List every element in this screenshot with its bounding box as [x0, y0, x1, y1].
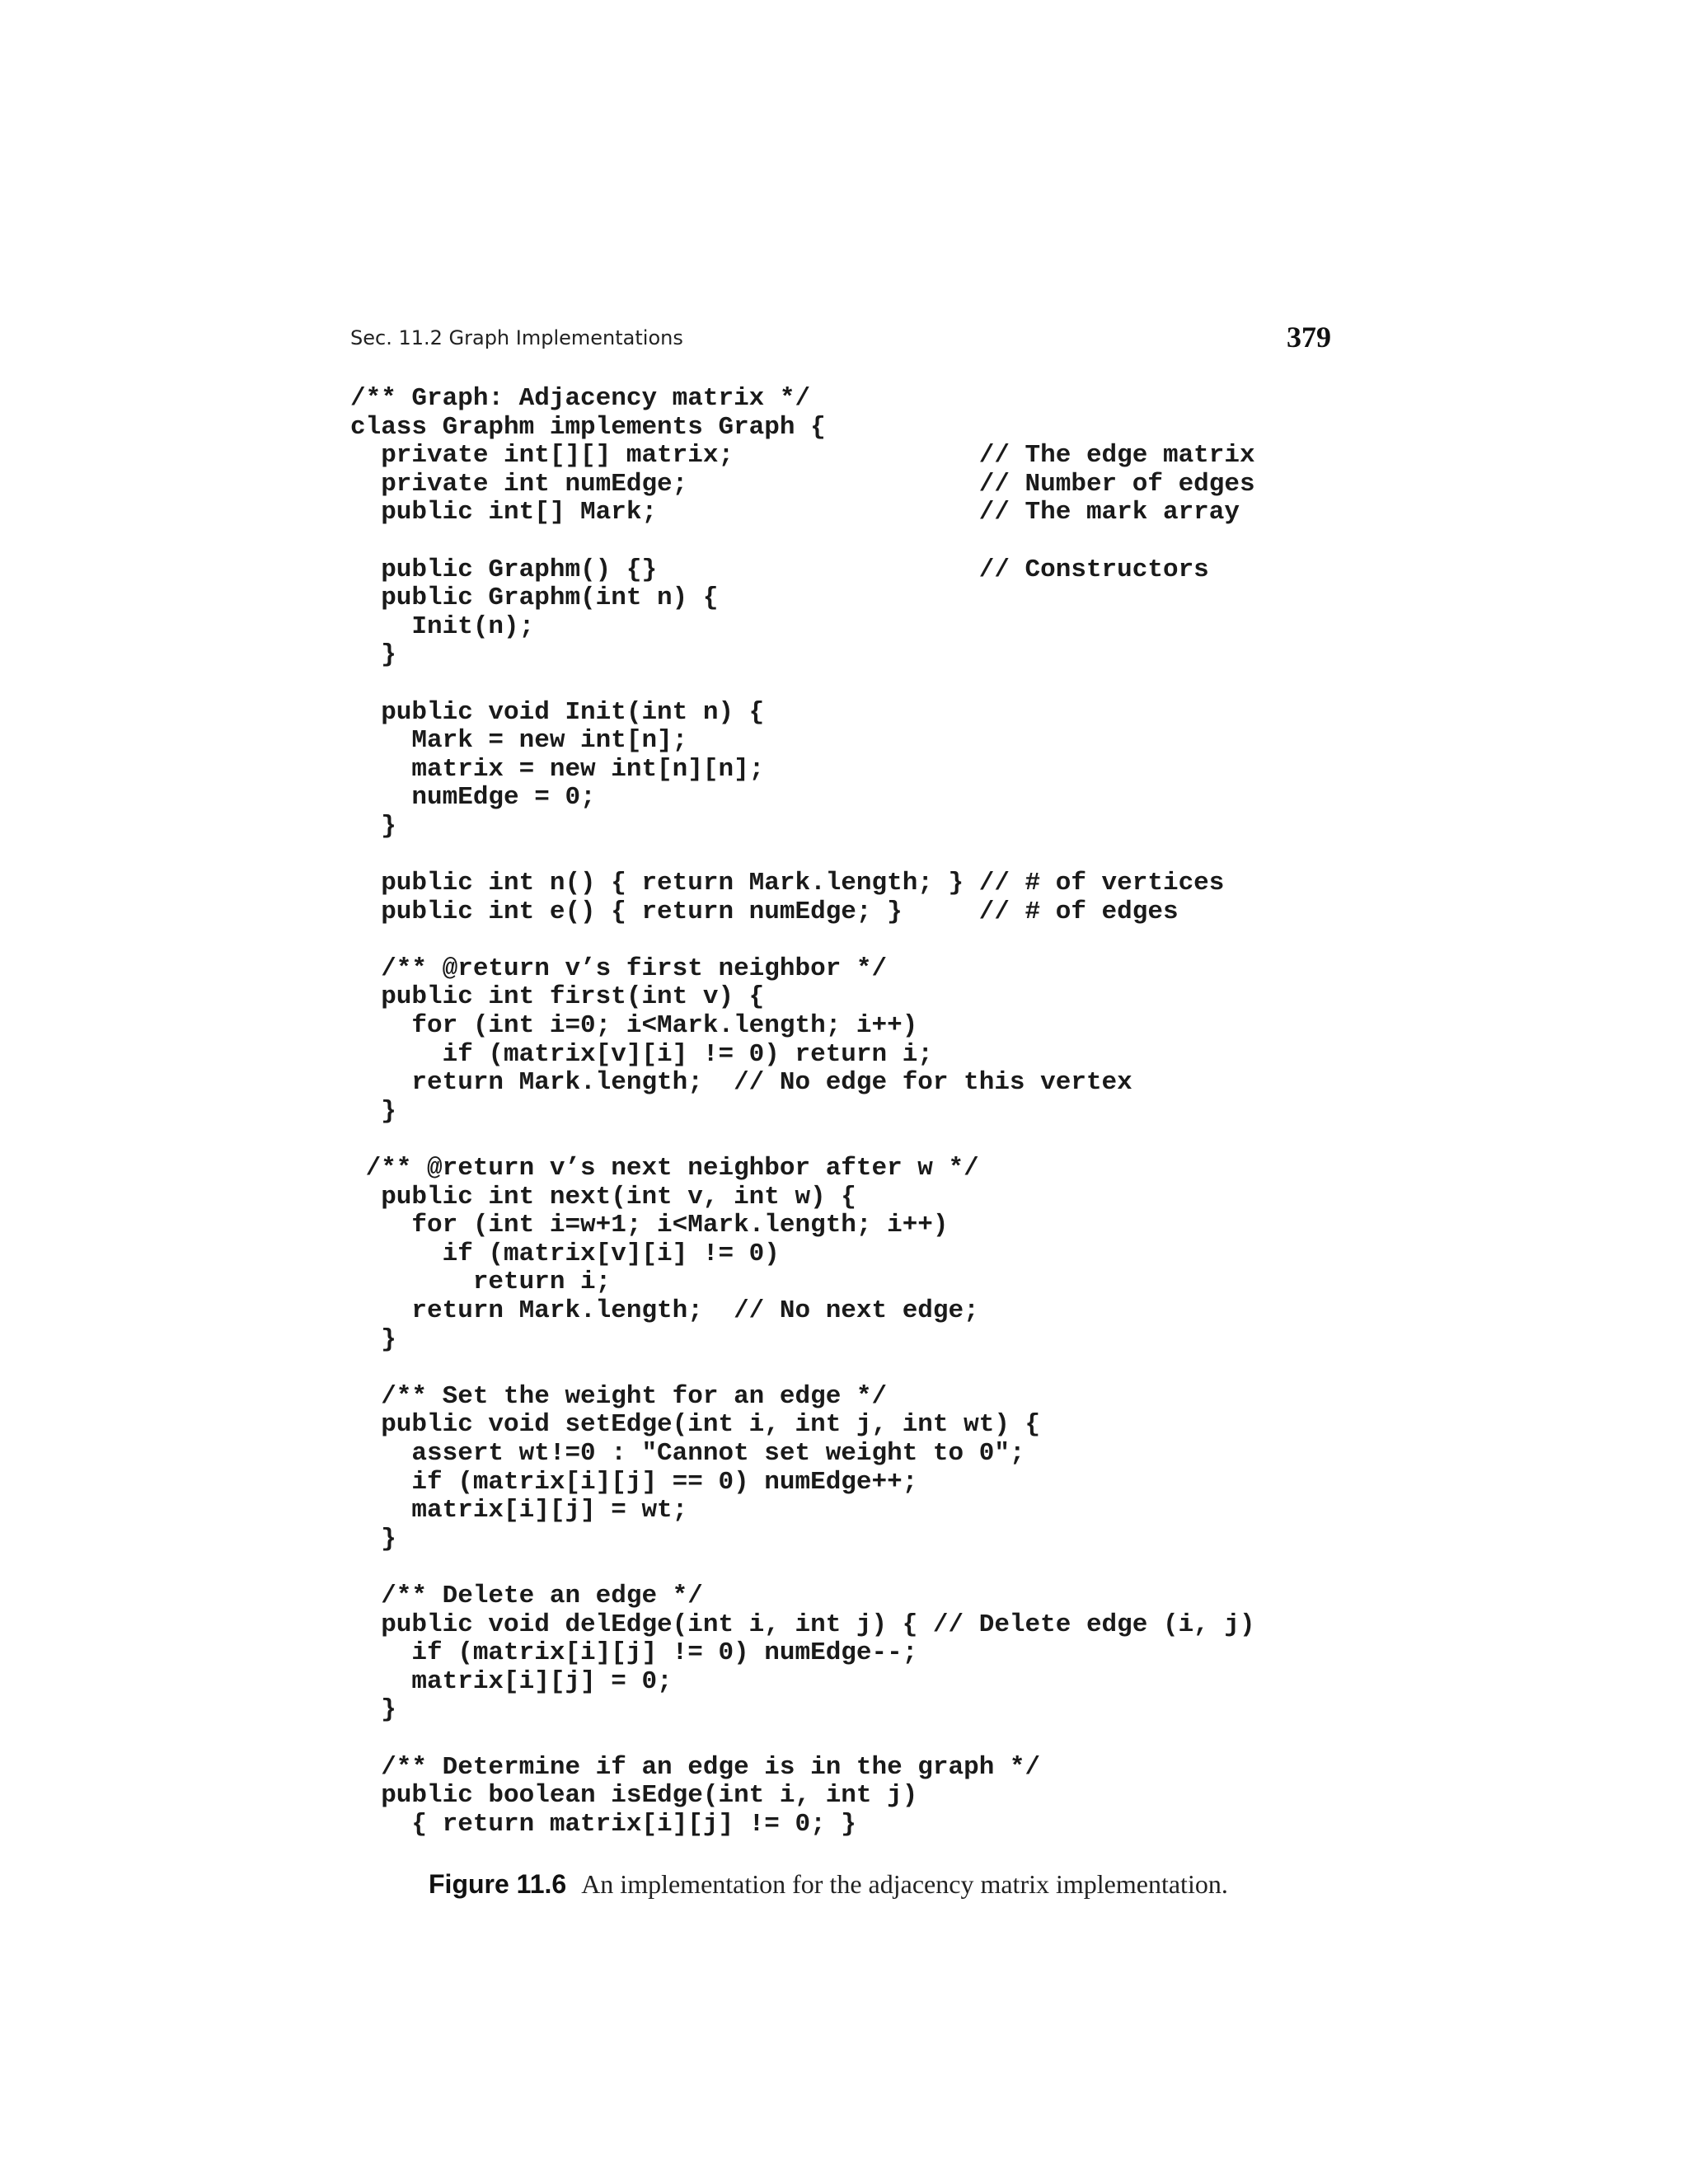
code-line — [350, 1354, 1339, 1383]
code-line — [350, 527, 1339, 556]
code-line: } — [350, 1695, 396, 1725]
code-line: if (matrix[i][j] != 0) numEdge--; — [350, 1638, 918, 1668]
code-line: matrix[i][j] = 0; — [350, 1666, 673, 1696]
code-line: /** Set the weight for an edge */ — [350, 1381, 888, 1411]
code-line: public int next(int v, int w) { — [350, 1182, 856, 1212]
code-line: /** Determine if an edge is in the graph */ — [350, 1752, 1041, 1782]
code-line: /** @return v’s next neighbor after w */ — [350, 1154, 979, 1183]
code-line: } — [350, 1096, 396, 1126]
code-line: for (int i=w+1; i<Mark.length; i++) — [350, 1211, 949, 1240]
code-line: /** Delete an edge */ — [350, 1581, 703, 1610]
code-line — [350, 1554, 1339, 1582]
code-line: for (int i=0; i<Mark.length; i++) — [350, 1011, 918, 1041]
code-line: matrix = new int[n][n]; — [350, 754, 765, 784]
code-line: return i; — [350, 1268, 612, 1297]
code-line: Mark = new int[n]; — [350, 726, 688, 756]
section-title: Sec. 11.2 Graph Implementations — [350, 326, 683, 349]
figure-caption-text: An implementation for the adjacency matrix implementation. — [581, 1869, 1228, 1899]
code-line: public int n() { return Mark.length; } // # of vertices — [350, 869, 1225, 898]
code-line: numEdge = 0; — [350, 783, 596, 813]
running-head — [350, 320, 1331, 361]
code-line: Init(n); — [350, 612, 535, 641]
figure-label: Figure 11.6 — [429, 1869, 567, 1899]
code-line — [350, 670, 1339, 699]
figure-caption — [429, 1869, 1500, 1900]
code-line — [350, 1126, 1339, 1155]
code-line: private int[][] matrix; // The edge matrix — [350, 441, 1255, 471]
code-line: public Graphm() {} // Constructors — [350, 555, 1209, 584]
code-line: if (matrix[v][i] != 0) — [350, 1239, 780, 1268]
code-line: return Mark.length; // No next edge; — [350, 1296, 979, 1325]
code-line: /** Graph: Adjacency matrix */ — [350, 384, 811, 413]
code-line: public int[] Mark; // The mark array — [350, 498, 1240, 527]
code-line: public int first(int v) { — [350, 982, 765, 1012]
code-line: return Mark.length; // No edge for this vertex — [350, 1068, 1132, 1098]
code-line: } — [350, 1324, 396, 1354]
code-line: public void setEdge(int i, int j, int wt) { — [350, 1410, 1041, 1440]
code-line: assert wt!=0 : "Cannot set weight to 0"; — [350, 1438, 1025, 1468]
code-line — [350, 926, 1339, 955]
code-line — [350, 1725, 1339, 1754]
code-line: public void delEdge(int i, int j) { // Delete edge (i, j) — [350, 1610, 1255, 1639]
code-line — [350, 841, 1339, 870]
code-line: public boolean isEdge(int i, int j) — [350, 1781, 918, 1811]
code-line: class Graphm implements Graph { — [350, 412, 826, 442]
code-line: { return matrix[i][j] != 0; } — [350, 1809, 856, 1839]
code-line: public Graphm(int n) { — [350, 583, 719, 613]
code-line: public int e() { return numEdge; } // # of edges — [350, 897, 1179, 926]
code-line: private int numEdge; // Number of edges — [350, 469, 1255, 499]
page-number: 379 — [1287, 321, 1331, 354]
code-line: public void Init(int n) { — [350, 697, 765, 727]
code-line: /** @return v’s first neighbor */ — [350, 954, 888, 983]
code-line: if (matrix[v][i] != 0) return i; — [350, 1039, 933, 1069]
code-line: if (matrix[i][j] == 0) numEdge++; — [350, 1467, 918, 1497]
code-listing — [350, 385, 1339, 1860]
code-line: } — [350, 640, 396, 670]
code-line: matrix[i][j] = wt; — [350, 1496, 688, 1526]
code-line: } — [350, 811, 396, 841]
code-line: } — [350, 1524, 396, 1554]
